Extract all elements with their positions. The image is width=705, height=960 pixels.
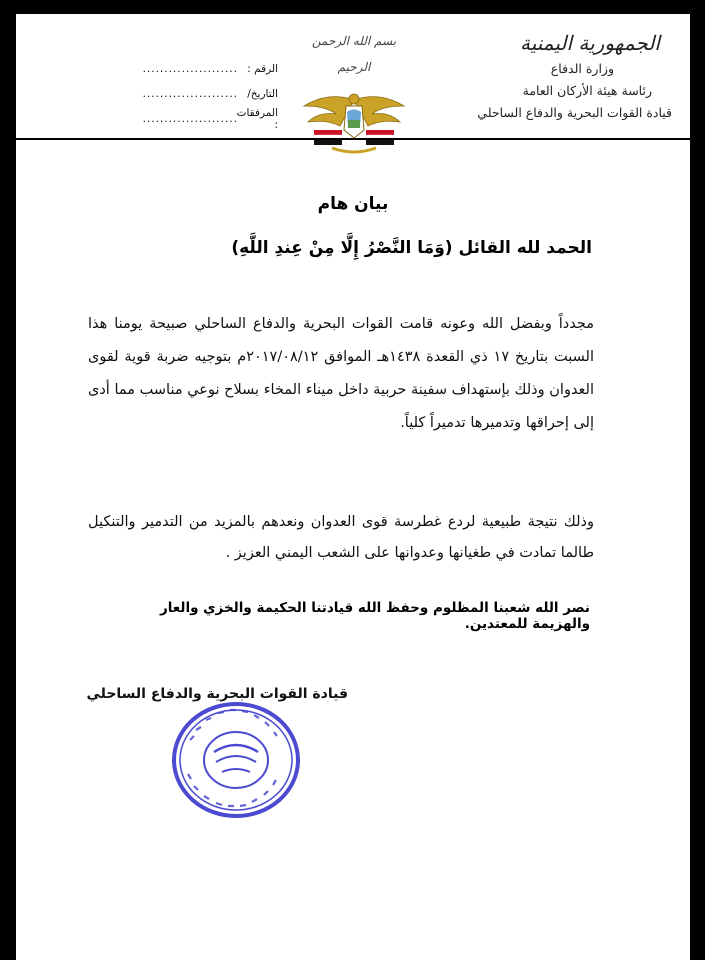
field-attachments-dots: ......................	[142, 112, 238, 125]
yemen-emblem-icon	[302, 90, 406, 156]
statement-paragraph-1: مجدداً وبفضل الله وعونه قامت القوات البحرية والدفاع الساحلي صبيحة يومنا هذا السبت بتاريخ ١٧ ذي القعدة ١٤٣٨هـ الموافق ٢٠١٧/٠٨/١٢م بتوجيه ضربة قوية لقوى العدوان وذلك بإستهداف سفينة حربية داخل ميناء المخاء بسلاح نوعي مناسب مما أدى إلى إحراقها وتدميرها تدميراً كلياً.	[88, 316, 594, 431]
opening-praise: الحمد لله القائل (وَمَا النَّصْرُ إِلَّا مِنْ عِندِ اللَّهِ)	[231, 238, 592, 258]
letterhead-center	[299, 28, 409, 156]
statement-paragraph-2: وذلك نتيجة طبيعية لردع غطرسة قوى العدوان ونعدهم بالمزيد من التدمير والتنكيل طالما تمادت في طغيانها وعدوانها على الشعب اليمني العزيز .	[88, 514, 594, 561]
ministry-line: وزارة الدفاع	[550, 61, 614, 76]
staff-line: رئاسة هيئة الأركان العامة	[522, 83, 652, 98]
republic-title: الجمهورية اليمنية	[519, 31, 660, 55]
field-date-label: التاريخ/	[247, 87, 278, 100]
official-stamp-icon	[170, 700, 302, 820]
field-date-dots: ......................	[142, 87, 238, 100]
closing-prayer: نصر الله شعبنا المظلوم وحفظ الله قيادتنا الحكيمة والخزي والعار والهزيمة للمعتدين.	[159, 600, 590, 632]
reference-fields	[88, 56, 278, 131]
document-page	[16, 14, 690, 960]
header-divider	[16, 138, 690, 140]
field-number-dots: ......................	[142, 62, 238, 75]
letterhead-right	[472, 28, 672, 124]
basmala: بسم الله الرحمن الرحيم	[311, 34, 397, 74]
command-line: قيادة القوات البحرية والدفاع الساحلي	[477, 105, 672, 120]
field-attachments	[88, 106, 278, 131]
field-date	[88, 81, 278, 106]
field-attachments-label: المرفقات :	[236, 106, 278, 131]
field-number	[88, 56, 278, 81]
statement-title: بيان هام	[317, 194, 389, 214]
field-number-label: الرقم :	[247, 62, 278, 75]
signature-command: قيادة القوات البحرية والدفاع الساحلي	[86, 686, 348, 702]
